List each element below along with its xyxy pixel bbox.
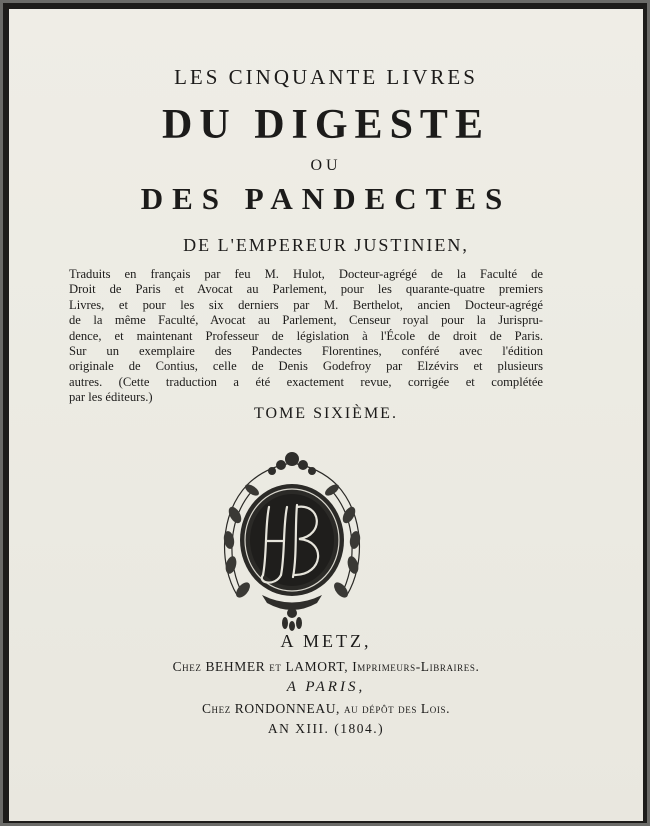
title-line-1: LES CINQUANTE LIVRES — [174, 65, 478, 89]
description-paragraph — [69, 267, 543, 406]
imprint-publisher-1: Chez BEHMER et LAMORT, Imprimeurs-Libraires. — [172, 659, 480, 674]
description-line: originale de Contius, celle de Denis Godefroy par Elzévirs et plusieurs — [69, 359, 543, 374]
description-line: autres. (Cette traduction a été exactement revue, corrigée et complétée — [69, 374, 543, 389]
title-line-5: DE L'EMPEREUR JUSTINIEN, — [183, 235, 469, 255]
volume-label: TOME SIXIÈME. — [254, 405, 398, 422]
title-line-4: DES PANDECTES — [140, 181, 512, 216]
description-line: de la même Faculté, Avocat au Parlement, Censeur royal pour la Jurispru- — [69, 313, 543, 328]
title-page — [9, 9, 643, 821]
page-frame — [3, 3, 647, 823]
description-line: Droit de Paris et Avocat au Parlement, pour les quarante-quatre premiers — [69, 282, 543, 297]
imprint-city-2: A PARIS, — [286, 679, 366, 695]
description-line: par les éditeurs.) — [69, 390, 153, 405]
description-line: Traduits en français par feu M. Hulot, Docteur-agrégé de la Faculté de — [69, 267, 543, 281]
imprint-city-1: A METZ, — [280, 631, 372, 651]
title-line-3: OU — [310, 157, 342, 174]
imprint-date: AN XIII. (1804.) — [267, 721, 385, 736]
description-line: Livres, et pour les six derniers par M. Berthelot, ancien Docteur-agrégé — [69, 297, 543, 312]
description-line: Sur un exemplaire des Pandectes Florentines, conféré avec l'édition — [69, 344, 543, 359]
monogram-vignette-icon — [217, 445, 367, 631]
title-line-2: DU DIGESTE — [162, 102, 490, 148]
description-line: dence, et maintenant Professeur de législation à l'École de droit de Paris. — [69, 328, 543, 343]
imprint-publisher-2: Chez RONDONNEAU, au dépôt des Lois. — [201, 701, 451, 716]
